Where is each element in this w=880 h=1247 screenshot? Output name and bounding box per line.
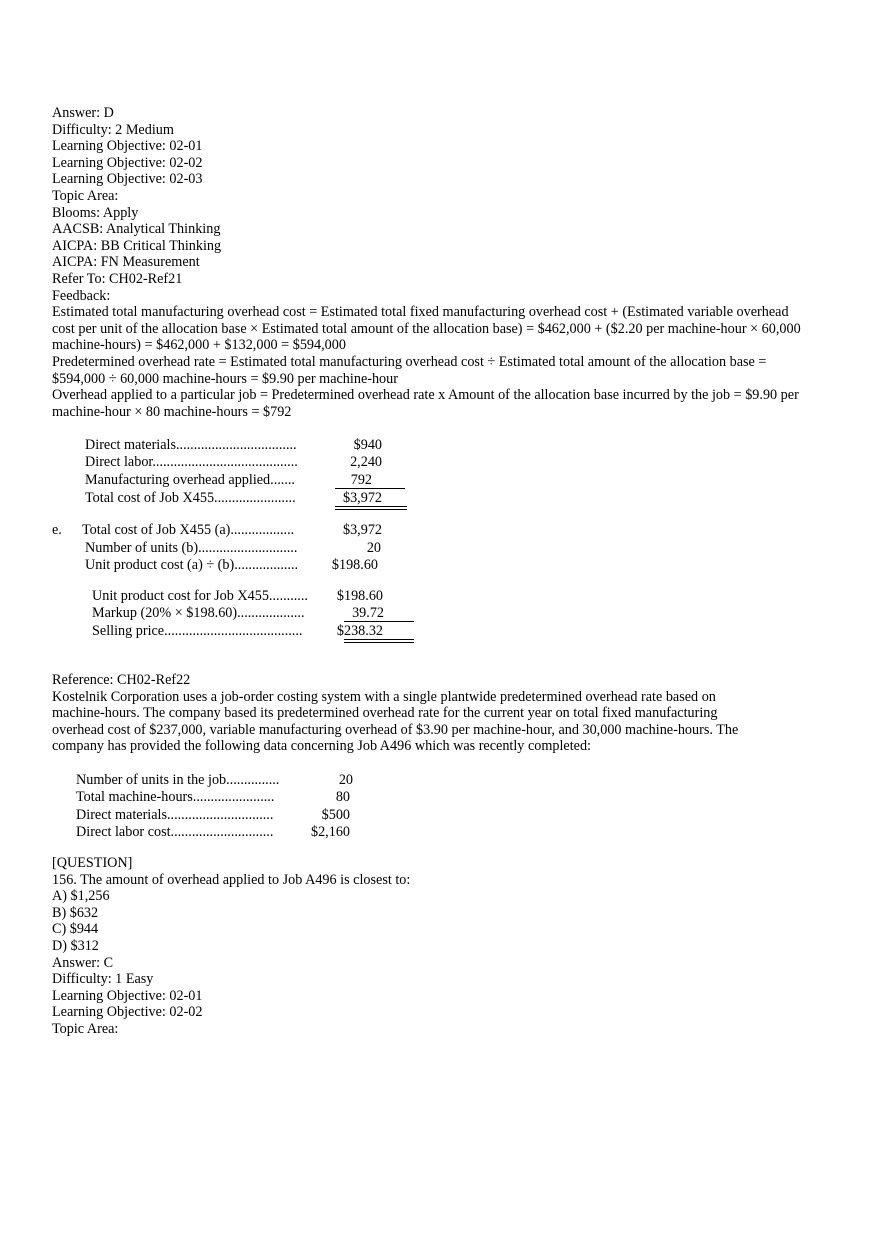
difficulty-line: Difficulty: 2 Medium bbox=[52, 121, 174, 138]
row-label: Selling price....................................... bbox=[92, 623, 303, 639]
row-label: Direct labor......................................... bbox=[85, 454, 298, 470]
row-label: Direct materials.............................. bbox=[76, 807, 274, 823]
question-block bbox=[52, 855, 752, 1038]
topic-area-line: Topic Area: bbox=[52, 187, 119, 204]
table-row bbox=[76, 807, 376, 824]
pricing-table bbox=[92, 588, 422, 660]
topic-area-line: Topic Area: bbox=[52, 1020, 119, 1037]
row-value: $198.60 bbox=[336, 588, 383, 604]
row-label: Number of units (b)............................ bbox=[85, 540, 298, 556]
aicpa-line: AICPA: BB Critical Thinking bbox=[52, 237, 222, 254]
feedback-paragraph: Predetermined overhead rate = Estimated total manufacturing overhead cost ÷ Estimated total amount of the allocation base = $594,000 ÷ 60,000 machine-hours = $9.90 per machine-hour bbox=[52, 353, 767, 387]
row-label: Total machine-hours....................... bbox=[76, 789, 275, 805]
reference-title: Reference: CH02-Ref22 bbox=[52, 672, 191, 688]
job-cost-table bbox=[85, 437, 415, 509]
row-label: Markup (20% × $198.60)................... bbox=[92, 605, 305, 621]
row-value: $2,160 bbox=[310, 824, 350, 840]
answer-line: Answer: D bbox=[52, 105, 114, 121]
table-row bbox=[85, 490, 415, 507]
feedback-paragraph: Overhead applied to a particular job = Predetermined overhead rate x Amount of the allocation base incurred by the job = $9.90 per machine-hour × 80 machine-hours = $792 bbox=[52, 387, 799, 420]
table-row bbox=[92, 588, 422, 605]
row-value: $940 bbox=[353, 437, 382, 453]
table-row bbox=[82, 522, 382, 539]
table-row bbox=[92, 605, 422, 622]
row-value: 20 bbox=[338, 772, 353, 788]
subtotal-underline bbox=[335, 488, 405, 489]
difficulty-line: Difficulty: 1 Easy bbox=[52, 971, 154, 988]
answer-metadata bbox=[52, 105, 812, 420]
part-marker: e. bbox=[52, 522, 62, 538]
option-b: B) $632 bbox=[52, 904, 99, 921]
learning-objective-line: Learning Objective: 02-03 bbox=[52, 171, 203, 188]
aacsb-line: AACSB: Analytical Thinking bbox=[52, 221, 221, 238]
row-label: Total cost of Job X455....................... bbox=[85, 490, 296, 506]
row-value: $3,972 bbox=[342, 490, 382, 506]
total-double-underline bbox=[344, 639, 414, 643]
learning-objective-line: Learning Objective: 02-01 bbox=[52, 138, 203, 155]
table-row bbox=[85, 454, 415, 471]
table-row bbox=[85, 557, 378, 574]
row-label: Direct materials.................................. bbox=[85, 437, 297, 453]
learning-objective-line: Learning Objective: 02-02 bbox=[52, 1004, 203, 1021]
row-value: $3,972 bbox=[342, 522, 382, 538]
total-double-underline bbox=[335, 506, 407, 510]
question-tag: [QUESTION] bbox=[52, 855, 133, 871]
reference-block bbox=[52, 672, 752, 755]
option-d: D) $312 bbox=[52, 937, 99, 954]
table-row bbox=[76, 789, 376, 806]
table-row bbox=[85, 437, 415, 454]
row-value: $238.32 bbox=[336, 623, 383, 639]
job-data-table bbox=[76, 772, 376, 842]
row-value: $198.60 bbox=[331, 557, 378, 573]
feedback-label: Feedback: bbox=[52, 287, 111, 304]
blooms-line: Blooms: Apply bbox=[52, 204, 139, 221]
option-a: A) $1,256 bbox=[52, 888, 110, 905]
row-value: 20 bbox=[366, 540, 381, 556]
row-value: 792 bbox=[350, 472, 372, 488]
table-row bbox=[76, 772, 376, 789]
table-row bbox=[92, 623, 422, 640]
learning-objective-line: Learning Objective: 02-02 bbox=[52, 154, 203, 171]
aicpa-line: AICPA: FN Measurement bbox=[52, 254, 200, 271]
row-label: Direct labor cost............................. bbox=[76, 824, 274, 840]
row-label: Total cost of Job X455 (a).................. bbox=[82, 522, 295, 538]
row-value: 80 bbox=[335, 789, 350, 805]
part-e-table bbox=[52, 522, 412, 576]
row-label: Unit product cost (a) ÷ (b).................. bbox=[85, 557, 299, 573]
row-label: Manufacturing overhead applied....... bbox=[85, 472, 295, 488]
option-c: C) $944 bbox=[52, 921, 99, 938]
answer-line: Answer: C bbox=[52, 954, 114, 971]
row-label: Number of units in the job............... bbox=[76, 772, 280, 788]
question-stem: 156. The amount of overhead applied to Job A496 is closest to: bbox=[52, 871, 411, 888]
learning-objective-line: Learning Objective: 02-01 bbox=[52, 987, 203, 1004]
row-value: 2,240 bbox=[350, 454, 382, 470]
refer-to-line: Refer To: CH02-Ref21 bbox=[52, 270, 183, 287]
row-value: $500 bbox=[321, 807, 350, 823]
row-label: Unit product cost for Job X455........... bbox=[92, 588, 308, 604]
table-row bbox=[85, 540, 381, 557]
table-row bbox=[76, 824, 376, 841]
subtotal-underline bbox=[344, 621, 414, 622]
row-value: 39.72 bbox=[352, 605, 384, 621]
table-row bbox=[85, 472, 415, 489]
feedback-paragraph: Estimated total manufacturing overhead cost = Estimated total fixed manufacturing overhead cost + (Estimated variable overhead cost per unit of the allocation base × Estimated total amount of the allocation base) = $462,000 + ($2.20 per machine-hour × 60,000 machine-hours) = $462,000 + $132,000 = $594,000 bbox=[52, 304, 801, 354]
reference-body: Kostelnik Corporation uses a job-order costing system with a single plantwide predetermined overhead rate based on machine-hours. The company based its predetermined overhead rate for the current year on total fixed manufacturing overhead cost of $237,000, variable manufacturing overhead of $3.90 per machine-hour, and 30,000 machine-hours. The company has provided the following data concerning Job A496 which was recently completed: bbox=[52, 688, 739, 755]
